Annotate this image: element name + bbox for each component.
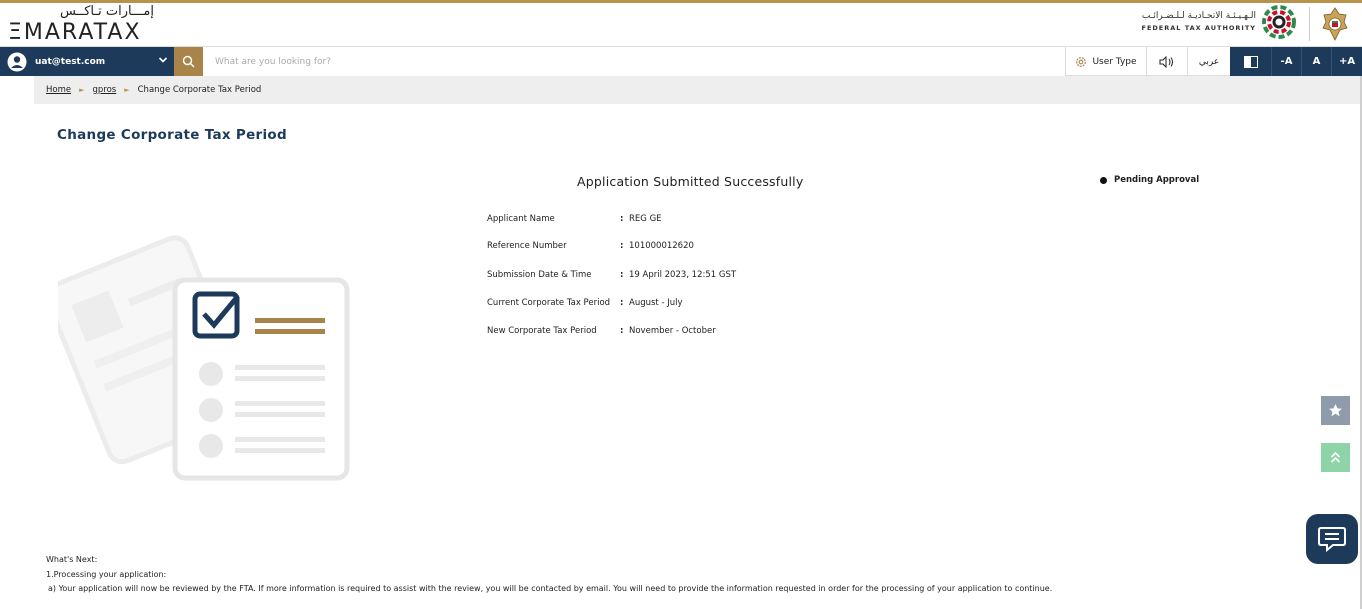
contrast-icon <box>1244 56 1258 68</box>
detail-value: 101000012620 <box>629 241 694 251</box>
header-divider <box>1309 7 1310 41</box>
star-icon <box>1328 403 1343 418</box>
emaratax-logo[interactable] <box>6 4 166 44</box>
detail-value: August - July <box>629 298 683 308</box>
user-account-menu[interactable] <box>0 47 174 76</box>
breadcrumb-gpros[interactable]: gpros <box>92 85 117 95</box>
detail-label: New Corporate Tax Period <box>487 326 597 336</box>
logo-english-text: ΞMARATAX <box>8 20 142 45</box>
detail-label: Current Corporate Tax Period <box>487 298 611 308</box>
chevron-down-icon <box>158 55 168 65</box>
detail-colon: : <box>620 298 624 308</box>
detail-value: November - October <box>629 326 716 336</box>
fta-arabic-name: الـهـيـئـة الاتحـاديـة لـلـضـرائـب <box>1141 11 1256 21</box>
detail-value: 19 April 2023, 12:51 GST <box>629 270 737 280</box>
detail-row <box>487 326 887 340</box>
detail-colon: : <box>620 270 624 280</box>
font-decrease-button[interactable]: -A <box>1271 47 1301 76</box>
status-label: Pending Approval <box>1114 175 1200 185</box>
double-chevron-up-icon <box>1329 451 1342 464</box>
detail-label: Submission Date & Time <box>487 270 592 280</box>
success-message: Application Submitted Successfully <box>577 174 804 189</box>
detail-row <box>487 270 887 284</box>
detail-row <box>487 298 887 312</box>
whats-next-subitem: a) Your application will now be reviewed by the FTA. If more information is required to assist with the review, you will be contacted by email. You will need to provide the information requested in order for the processing of your application to continue. <box>48 584 1053 593</box>
header <box>0 3 1362 46</box>
user-email: uat@test.com <box>35 56 106 67</box>
chat-icon <box>1317 525 1347 553</box>
document-checklist-illustration <box>58 208 358 488</box>
breadcrumb-separator: ► <box>124 86 130 94</box>
whats-next-section <box>46 553 1052 597</box>
search-input[interactable] <box>203 47 1065 76</box>
detail-colon: : <box>620 214 624 224</box>
detail-row <box>487 241 887 255</box>
chat-support-button[interactable] <box>1306 514 1358 564</box>
user-avatar-icon <box>7 52 27 72</box>
user-type-label: User Type <box>1092 56 1137 67</box>
detail-row <box>487 214 887 228</box>
speaker-icon <box>1159 56 1175 68</box>
detail-colon: : <box>620 326 624 336</box>
uae-emblem-icon <box>1320 6 1350 42</box>
contrast-toggle[interactable] <box>1230 47 1271 76</box>
scroll-to-top-button[interactable] <box>1321 443 1350 472</box>
detail-value: REG GE <box>629 214 662 224</box>
fta-english-name: FEDERAL TAX AUTHORITY <box>1141 24 1256 32</box>
fta-logo-icon <box>1262 5 1296 39</box>
breadcrumb-home[interactable]: Home <box>46 85 72 95</box>
text-to-speech-button[interactable] <box>1146 47 1187 76</box>
breadcrumb <box>34 76 1362 104</box>
detail-label: Applicant Name <box>487 214 555 224</box>
breadcrumb-current: Change Corporate Tax Period <box>137 85 262 95</box>
status-badge <box>1100 175 1199 185</box>
page-title: Change Corporate Tax Period <box>57 127 287 143</box>
breadcrumb-separator: ► <box>79 86 85 94</box>
logo-arabic-text: إمـــارات تـاكــس <box>60 4 154 19</box>
status-dot-icon <box>1100 177 1107 184</box>
search-icon <box>182 55 195 68</box>
gear-icon <box>1075 56 1087 68</box>
whats-next-heading: What's Next: <box>46 555 98 564</box>
font-increase-button[interactable]: +A <box>1331 47 1362 76</box>
detail-label: Reference Number <box>487 241 567 251</box>
detail-colon: : <box>620 241 624 251</box>
font-normal-button[interactable]: A <box>1301 47 1331 76</box>
whats-next-item: 1.Processing your application: <box>46 569 167 579</box>
user-type-selector[interactable] <box>1065 47 1146 76</box>
search-button[interactable] <box>174 47 203 76</box>
language-switch[interactable]: عربي <box>1187 47 1230 76</box>
toolbar <box>0 46 1362 76</box>
favorite-button[interactable] <box>1321 396 1350 425</box>
